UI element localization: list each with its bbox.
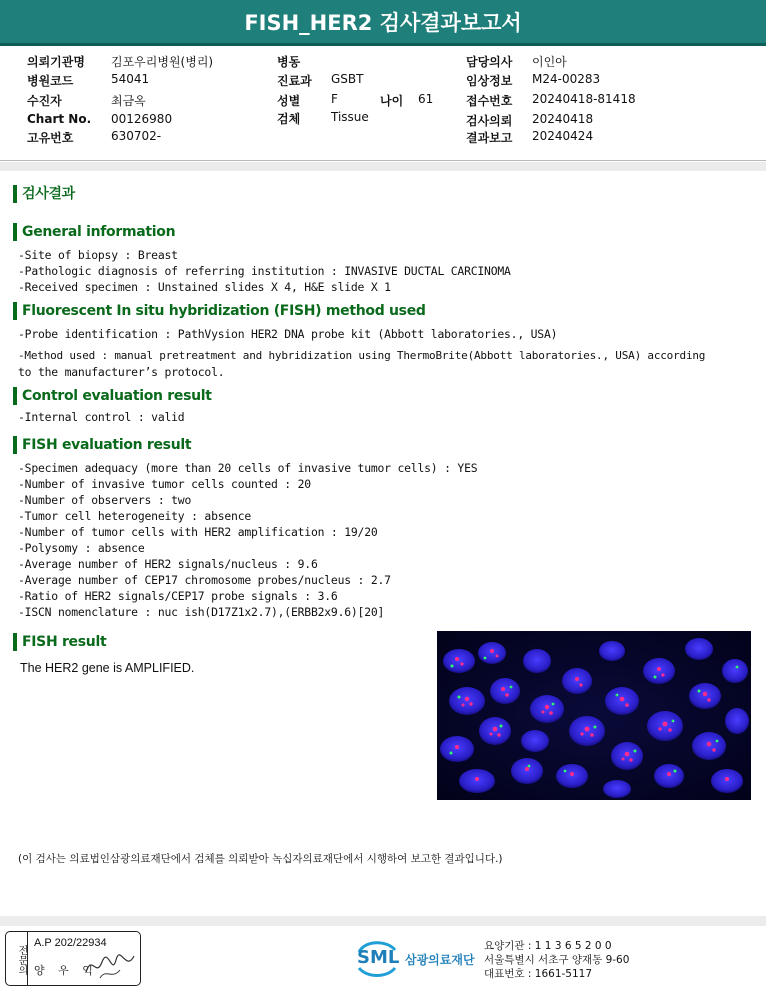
info-value: Tissue [331,110,369,124]
info-value: M24-00283 [532,72,601,86]
info-label: 의뢰기관명 [27,55,85,69]
info-label: 임상정보 [466,74,513,88]
info-label: 성별 [277,94,301,108]
section-heading-general: General information [13,223,175,241]
divider [0,160,766,161]
evaluation-line: -Specimen adequacy (more than 20 cells of invasive tumor cells) : YES [18,461,478,475]
info-label: 검사의뢰 [466,114,513,128]
info-label: 결과보고 [466,131,513,145]
section-heading-method: Fluorescent In situ hybridization (FISH) method used [13,302,426,320]
info-value: 54041 [111,72,150,86]
evaluation-line: -Ratio of HER2 signals/CEP17 probe signals : 3.6 [18,589,338,603]
stamp-side-label: 전문의 [6,932,28,985]
fish-micrograph-image [437,631,751,800]
title-underline [0,43,766,46]
report-title: FISH_HER2 검사결과보고서 [0,0,766,43]
evaluation-line: -Tumor cell heterogeneity : absence [18,509,252,523]
info-label: 진료과 [277,74,312,88]
evaluation-line: -Number of observers : two [18,493,192,507]
info-label: 접수번호 [466,94,513,108]
info-label: 병원코드 [27,74,74,88]
general-line: -Pathologic diagnosis of referring institution : INVASIVE DUCTAL CARCINOMA [18,264,511,278]
info-value: 00126980 [111,112,173,126]
info-value: 20240424 [532,129,594,143]
section-heading-result: 검사결과 [13,185,75,203]
org-name: 삼광의료재단 [405,953,475,967]
general-line: -Received specimen : Unstained slides X 4, H&E slide X 1 [18,280,391,294]
evaluation-line: -Average number of HER2 signals/nucleus : 9.6 [18,557,318,571]
info-value: 61 [418,92,434,106]
stamp-name: 양 우 익 [34,964,98,977]
info-label: 검체 [277,112,301,126]
info-label: 수진자 [27,94,62,108]
info-label: Chart No. [27,112,92,126]
info-value: GSBT [331,72,364,86]
general-line: -Site of biopsy : Breast [18,248,178,262]
section-heading-evaluation: FISH evaluation result [13,436,191,454]
evaluation-line: -Number of tumor cells with HER2 amplification : 19/20 [18,525,378,539]
org-logo [355,938,480,982]
divider-band [0,162,766,171]
evaluation-line: -ISCN nomenclature : nuc ish(D17Z1x2.7),(ERBB2x9.6)[20] [18,605,385,619]
info-label: 고유번호 [27,131,74,145]
info-value: 이인아 [532,55,567,69]
org-line: 요양기관 : 1 1 3 6 5 2 0 0 [484,940,612,952]
info-value: 최금옥 [111,94,146,108]
info-label: 담당의사 [466,55,513,69]
control-line: -Internal control : valid [18,410,185,424]
org-line: 서울특별시 서초구 양재동 9-60 [484,954,630,966]
footnote: (이 검사는 의료법인삼광의료재단에서 검체를 의뢰받아 녹십자의료재단에서 시행하여 보고한 결과입니다.) [18,853,503,865]
fish-result-text: The HER2 gene is AMPLIFIED. [20,661,195,675]
info-label: 나이 [380,94,404,108]
evaluation-line: -Average number of CEP17 chromosome probes/nucleus : 2.7 [18,573,391,587]
signature-scribble-icon [82,948,138,982]
logo-text: SML [357,947,400,968]
method-line: to the manufacturer’s protocol. [18,365,225,379]
evaluation-line: -Polysomy : absence [18,541,145,555]
info-value: 20240418-81418 [532,92,636,106]
section-heading-fish-result: FISH result [13,633,106,651]
info-value: 20240418 [532,112,594,126]
section-heading-control: Control evaluation result [13,387,212,405]
footer-band [0,916,766,926]
info-label: 병동 [277,55,301,69]
info-value: F [331,92,338,106]
method-line: -Probe identification : PathVysion HER2 DNA probe kit (Abbott laboratories., USA) [18,327,558,341]
stamp-code: A.P 202/22934 [34,937,107,949]
org-line: 대표번호 : 1661-5117 [484,968,593,980]
org-info [484,939,629,981]
method-line: -Method used : manual pretreatment and hybridization using ThermoBrite(Abbott laboratories., USA) according [18,349,706,362]
signature-stamp [5,931,141,986]
evaluation-line: -Number of invasive tumor cells counted : 20 [18,477,311,491]
info-value: 630702- [111,129,162,143]
info-value: 김포우리병원(병리) [111,55,214,69]
